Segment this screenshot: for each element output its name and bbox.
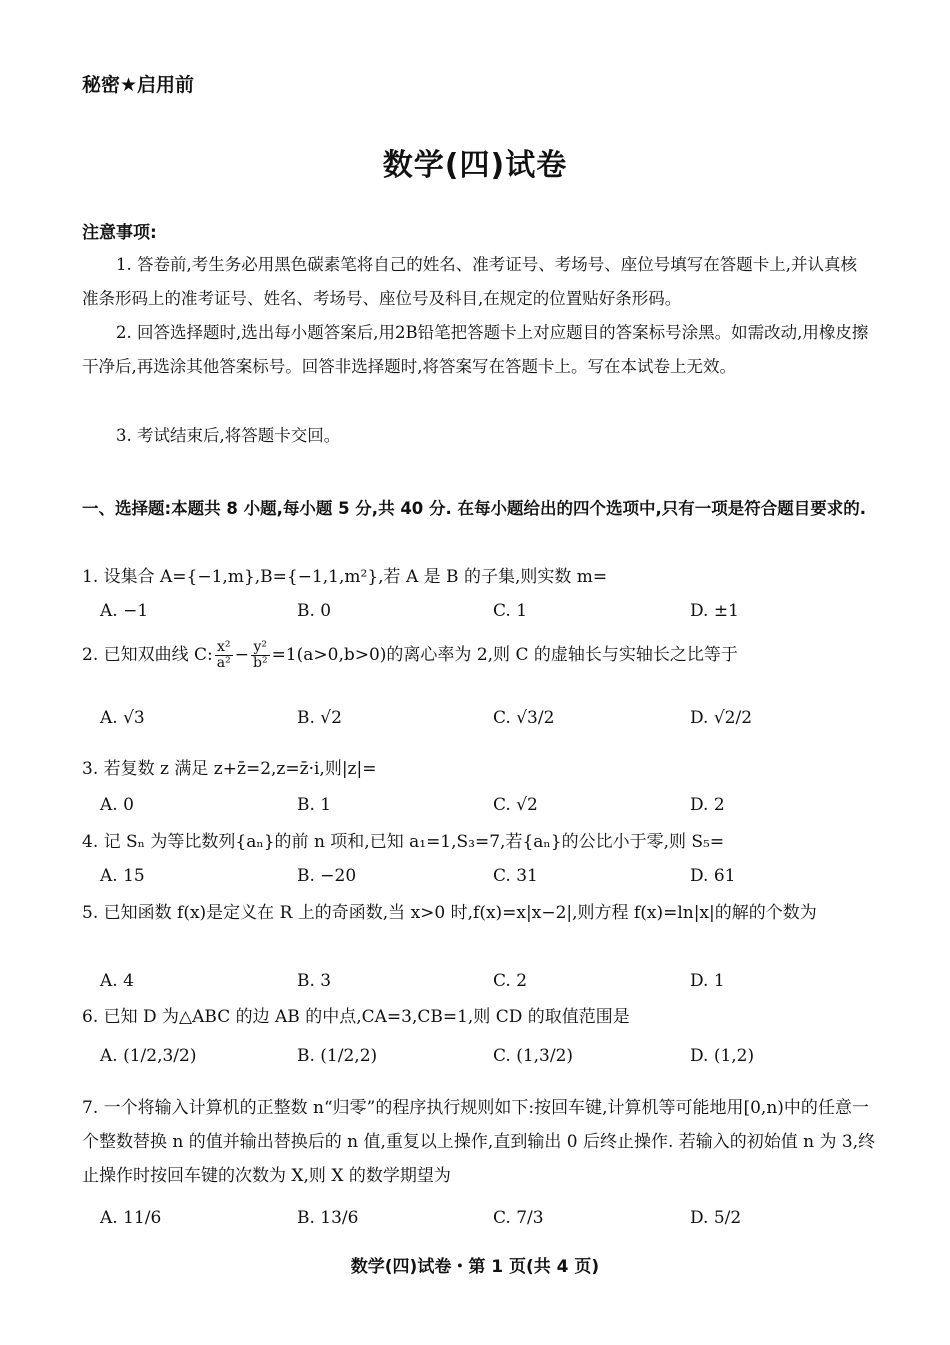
option-c: C. 31 — [493, 866, 538, 886]
option-b: B. (1/2,2) — [297, 1046, 378, 1066]
question-5-stem: 5. 已知函数 f(x)是定义在 R 上的奇函数,当 x>0 时,f(x)=x|x−2|,则方程 f(x)=ln|x|的解的个数为 — [82, 903, 817, 923]
question-2-stem-end: =1(a>0,b>0)的离心率为 2,则 C 的虚轴长与实轴长之比等于 — [271, 645, 738, 665]
notice-item-3: 3. 考试结束后,将答题卡交回。 — [116, 426, 341, 445]
option-a: A. 11/6 — [100, 1208, 162, 1228]
option-b: B. 1 — [297, 795, 332, 815]
option-a: A. 15 — [100, 866, 145, 886]
option-b: B. 13/6 — [297, 1208, 359, 1228]
notice-title: 注意事项: — [82, 223, 157, 243]
question-4 — [82, 825, 877, 859]
question-3 — [82, 752, 877, 786]
notice-item-1: 1. 答卷前,考生务必用黑色碳素笔将自己的姓名、准考证号、考场号、座位号填写在答题卡上,并认真核准条形码上的准考证号、姓名、考场号、座位号及科目,在规定的位置贴好条形码。 — [82, 255, 857, 308]
page-footer: 数学(四)试卷・第 1 页(共 4 页) — [350, 1257, 600, 1277]
question-2-stem-start: 2. 已知双曲线 C: — [82, 645, 213, 665]
option-d: D. √2/2 — [690, 708, 753, 728]
option-b: B. −20 — [297, 866, 357, 886]
question-6-stem: 6. 已知 D 为△ABC 的边 AB 的中点,CA=3,CB=1,则 CD 的取值范围是 — [82, 1007, 630, 1027]
option-d: D. 5/2 — [690, 1208, 742, 1228]
option-a: A. 0 — [100, 795, 134, 815]
confidential-label: 秘密★启用前 — [82, 74, 195, 96]
question-7-stem: 7. 一个将输入计算机的正整数 n“归零”的程序执行规则如下:按回车键,计算机等可能地用[0,n)中的任意一个整数替换 n 的值并输出替换后的 n 值,重复以上操作,直到输出 0 后终止操作. 若输入的初始值 n 为 3,终止操作时按回车键的次数为 X,则 X 的数学期望为 — [82, 1098, 876, 1186]
option-d: D. (1,2) — [690, 1046, 755, 1066]
option-a: A. √3 — [100, 708, 145, 728]
option-c: C. √2 — [493, 795, 538, 815]
section-heading: 一、选择题:本题共 8 小题,每小题 5 分,共 40 分. 在每小题给出的四个选项中,只有一项是符合题目要求的. — [82, 499, 867, 518]
option-b: B. √2 — [297, 708, 342, 728]
option-d: D. 1 — [690, 971, 725, 991]
option-b: B. 0 — [297, 601, 332, 621]
question-1-stem: 1. 设集合 A={−1,m},B={−1,1,m²},若 A 是 B 的子集,则实数 m= — [82, 567, 608, 587]
question-1 — [82, 560, 877, 594]
question-5 — [82, 896, 877, 930]
exam-title: 数学(四)试卷 — [382, 148, 568, 183]
option-d: D. 2 — [690, 795, 725, 815]
option-c: C. (1,3/2) — [493, 1046, 574, 1066]
question-6 — [82, 1000, 877, 1034]
option-d: D. ±1 — [690, 601, 739, 621]
question-7 — [82, 1091, 877, 1193]
question-3-stem: 3. 若复数 z 满足 z+z̄=2,z=z̄·i,则|z|= — [82, 759, 377, 779]
option-c: C. √3/2 — [493, 708, 555, 728]
option-c: C. 2 — [493, 971, 528, 991]
notice-item-2: 2. 回答选择题时,选出每小题答案后,用2B铅笔把答题卡上对应题目的答案标号涂黑。如需改动,用橡皮擦干净后,再选涂其他答案标号。回答非选择题时,将答案写在答题卡上。写在本试卷上无效。 — [82, 323, 869, 376]
option-a: A. 4 — [100, 971, 134, 991]
option-a: A. (1/2,3/2) — [100, 1046, 197, 1066]
option-b: B. 3 — [297, 971, 332, 991]
question-4-stem: 4. 记 Sₙ 为等比数列{aₙ}的前 n 项和,已知 a₁=1,S₃=7,若{aₙ}的公比小于零,则 S₅= — [82, 832, 725, 852]
fraction-x2-over-a2: $\frac{\text{x²}}{\text{a²}}$ — [216, 639, 231, 671]
option-a: A. −1 — [100, 601, 149, 621]
question-2: 2. 已知双曲线 C: $\frac{\text{x²}}{\text{a²}}$ − $\frac{\text{y²}}{\text{b²}}$ =1(a>0,b>0)的离心率为 2,则 C 的虚轴长与实轴长之比等于 — [82, 639, 738, 671]
option-c: C. 1 — [493, 601, 528, 621]
option-d: D. 61 — [690, 866, 736, 886]
option-c: C. 7/3 — [493, 1208, 544, 1228]
fraction-y2-over-b2: $\frac{\text{y²}}{\text{b²}}$ — [252, 639, 268, 671]
